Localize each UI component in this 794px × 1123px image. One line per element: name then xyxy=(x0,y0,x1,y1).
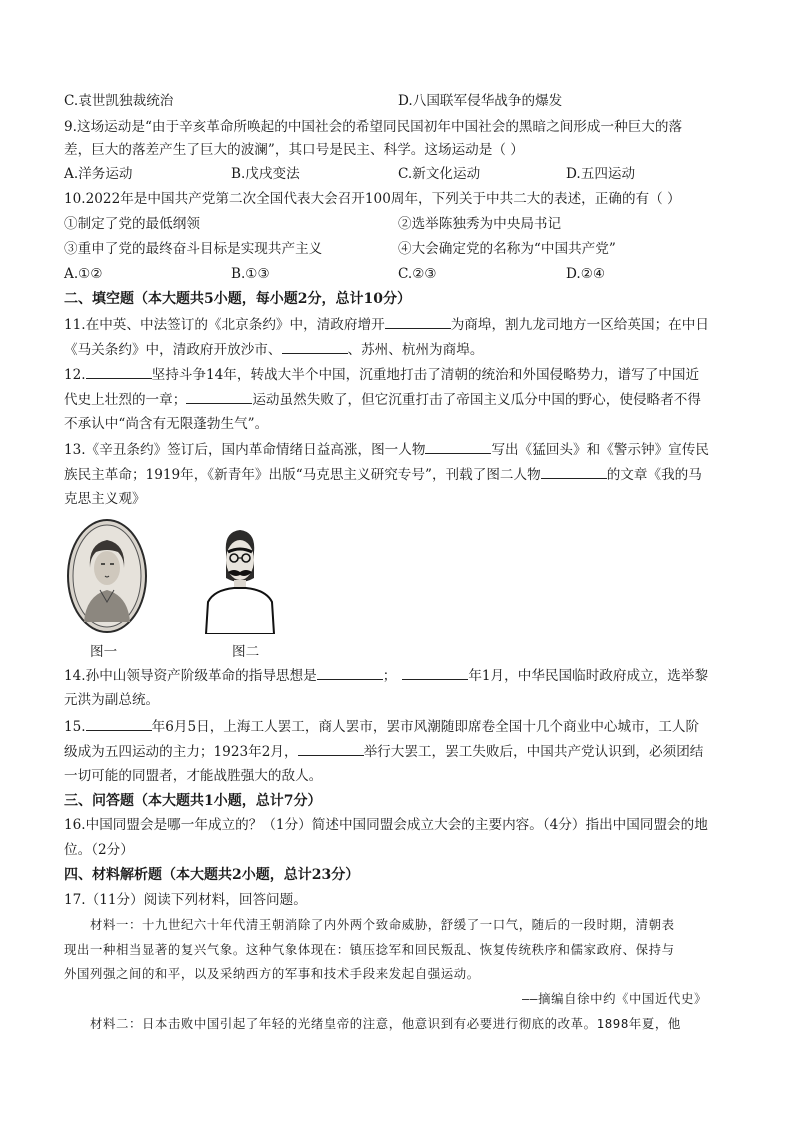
q17-material2-line1: 材料二：日本击败中国引起了年轻的光绪皇帝的注意，他意识到有必要进行彻底的改革。1898年夏，他 xyxy=(90,1016,681,1031)
q9-option-a: A.洋务运动 xyxy=(64,166,133,182)
q11-text-d: 、苏州、杭州为商埠。 xyxy=(347,342,484,358)
q15-text-b: 级成为五四运动的主力；1923年2月， xyxy=(64,744,298,760)
q8-option-c: C.袁世凯独裁统治 xyxy=(64,93,174,109)
q17-material1-source: ——摘编自徐中约《中国近代史》 xyxy=(522,991,707,1006)
section-material-heading: 四、材料解析题（本大题共2小题，总计23分） xyxy=(64,867,360,883)
q15-blank-2[interactable] xyxy=(298,741,364,756)
q13-line1 xyxy=(64,439,709,460)
q11-text-c: 《马关条约》中，清政府开放沙市、 xyxy=(64,342,282,358)
q12-line2 xyxy=(64,389,701,410)
q10-statement-3: ③重申了党的最终奋斗目标是实现共产主义 xyxy=(64,241,323,257)
q15-text-c: 举行大罢工，罢工失败后，中国共产党认识到，必须团结 xyxy=(363,744,704,760)
q13-line2 xyxy=(64,464,702,485)
q13-text-c: 族民主革命；1919年，《新青年》出版“马克思主义研究专号”，刊载了图二人物 xyxy=(64,467,541,483)
q10-statement-2: ②选举陈独秀为中央局书记 xyxy=(398,216,562,232)
q12-text-b: 代史上壮烈的一章； xyxy=(64,392,187,408)
q12-line1 xyxy=(64,364,699,385)
q11-text-b: 为商埠，割九龙司地方一区给英国；在中日 xyxy=(450,317,709,333)
q10-option-b: B.①③ xyxy=(231,266,270,282)
q14-sep: ； xyxy=(382,668,397,684)
q14-text-a: 14.孙中山领导资产阶级革命的指导思想是 xyxy=(64,668,317,684)
q10-statement-1: ①制定了党的最低纲领 xyxy=(64,216,200,232)
q17-heading: 17.（11分）阅读下列材料，回答问题。 xyxy=(64,892,307,908)
q16-line2: 位。（2分） xyxy=(64,842,134,858)
q16-line1: 16.中国同盟会是哪一年成立的？（1分）简述中国同盟会成立大会的主要内容。（4分）指出中国同盟会的地 xyxy=(64,817,708,833)
q10-statement-4: ④大会确定党的名称为“中国共产党” xyxy=(398,241,616,257)
q13-text-d: 的文章《我的马 xyxy=(606,467,702,483)
q10-option-a: A.①② xyxy=(64,266,103,282)
q11-line2 xyxy=(64,339,483,360)
q9-option-b: B.戊戌变法 xyxy=(231,166,300,182)
q13-line3: 克思主义观》 xyxy=(64,491,146,507)
q8-option-d: D.八国联军侵华战争的爆发 xyxy=(398,93,563,109)
q14-blank-2[interactable] xyxy=(402,665,468,680)
section-qa-heading: 三、问答题（本大题共1小题，总计7分） xyxy=(64,793,322,809)
q13-blank-2[interactable] xyxy=(541,464,607,479)
q17-material1-line1: 材料一：十九世纪六十年代清王朝消除了内外两个致命威胁，舒缓了一口气，随后的一段时期，清朝表 xyxy=(90,917,675,932)
q9-stem-line2: 差，巨大的落差产生了巨大的波澜”，其口号是民主、科学。这场运动是（ ） xyxy=(64,142,524,158)
q13-text-b: 写出《猛回头》和《警示钟》宣传民 xyxy=(491,442,709,458)
q12-blank-2[interactable] xyxy=(186,389,252,404)
q12-num: 12. xyxy=(64,367,86,383)
q12-line3: 不承认中“尚含有无限蓬勃生气”。 xyxy=(64,416,269,432)
q11-text-a: 11.在中英、中法签订的《北京条约》中，清政府增开 xyxy=(64,317,385,333)
q14-blank-1[interactable] xyxy=(317,665,383,680)
q10-option-d: D.②④ xyxy=(566,266,606,282)
q14-line1 xyxy=(64,665,708,686)
q15-line3: 一切可能的同盟者，才能战胜强大的敌人。 xyxy=(64,768,323,784)
q9-option-d: D.五四运动 xyxy=(566,166,636,182)
q15-num: 15. xyxy=(64,719,86,735)
q11-line1 xyxy=(64,314,709,335)
q10-stem: 10.2022年是中国共产党第二次全国代表大会召开100周年，下列关于中共二大的表述，正确的有（ ） xyxy=(64,191,681,207)
q12-text-a: 坚持斗争14年，转战大半个中国，沉重地打击了清朝的统治和外国侵略势力，谱写了中国近 xyxy=(151,367,700,383)
q12-text-c: 运动虽然失败了，但它沉重打击了帝国主义瓜分中国的野心，使侵略者不得 xyxy=(252,392,701,408)
section-fill-blank-heading: 二、填空题（本大题共5小题，每小题2分，总计10分） xyxy=(64,291,411,307)
q9-option-c: C.新文化运动 xyxy=(398,166,481,182)
q14-line2: 元洪为副总统。 xyxy=(64,692,160,708)
q13-blank-1[interactable] xyxy=(425,439,491,454)
q12-blank-1[interactable] xyxy=(86,364,152,379)
figure-one-caption: 图一 xyxy=(90,644,118,660)
q11-blank-2[interactable] xyxy=(282,339,348,354)
q14-text-c: 年1月，中华民国临时政府成立，选举黎 xyxy=(468,668,709,684)
q17-material1-line3: 外国列强之间的和平，以及采纳西方的军事和技术手段来发起自强运动。 xyxy=(64,966,480,981)
figure-two-caption: 图二 xyxy=(232,644,260,660)
q11-blank-1[interactable] xyxy=(385,314,451,329)
figure-two-portrait-image xyxy=(200,522,280,634)
q15-line1 xyxy=(64,716,699,737)
figure-one-portrait-image xyxy=(66,518,148,634)
q15-blank-1[interactable] xyxy=(86,716,152,731)
q13-text-a: 13.《辛丑条约》签订后，国内革命情绪日益高涨，图一人物 xyxy=(64,442,426,458)
q15-text-a: 年6月5日，上海工人罢工，商人罢市，罢市风潮随即席卷全国十几个商业中心城市，工人阶 xyxy=(151,719,700,735)
q15-line2 xyxy=(64,741,703,762)
q10-option-c: C.②③ xyxy=(398,266,437,282)
q9-stem-line1: 9.这场运动是“由于辛亥革命所唤起的中国社会的希望同民国初年中国社会的黑暗之间形成一种巨大的落 xyxy=(64,119,683,135)
q17-material1-line2: 现出一种相当显著的复兴气象。这种气象体现在：镇压捻军和回民叛乱、恢复传统秩序和儒家政府、保持与 xyxy=(64,942,675,957)
